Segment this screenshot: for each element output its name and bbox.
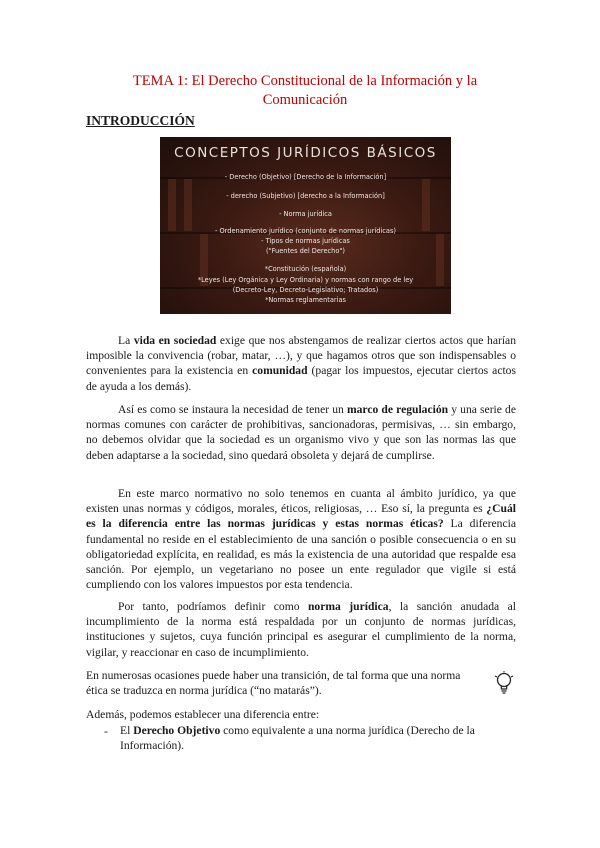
- paragraph-1: [86, 333, 516, 394]
- banner-line: *Leyes (Ley Orgánica y Ley Ordinaria) y normas con rango de ley: [197, 276, 414, 284]
- concepts-banner-image: [160, 137, 451, 314]
- bold-text: vida en sociedad: [133, 334, 217, 347]
- text: exige que nos abstengamos de realizar ciertos actos que harían imposible la convivencia (robar, matar, …), y que hagamos otros que son indispensables o convenientes para la existencia en: [86, 334, 516, 378]
- text: Así es como se instaura la necesidad de tener un: [118, 403, 347, 416]
- banner-line: - Ordenamiento jurídico (conjunto de normas jurídicas): [215, 227, 396, 235]
- banner-title: CONCEPTOS JURÍDICOS BÁSICOS: [174, 145, 437, 161]
- banner-line: - Norma jurídica: [279, 210, 332, 218]
- banner-line: *Constitución (española): [264, 265, 347, 273]
- banner-line: (Decreto-Ley, Decreto-Legislativo; Tratados): [232, 286, 379, 294]
- paragraph-3: [86, 486, 516, 592]
- paragraph-5: En numerosas ocasiones puede haber una transición, de tal forma que una norma ética se traduzca en norma jurídica (“no matarás”).: [86, 669, 461, 698]
- bullet-dash: -: [104, 725, 108, 738]
- banner-line: *Normas reglamentarias: [265, 296, 346, 304]
- bold-text: comunidad: [252, 364, 308, 378]
- text: La: [118, 334, 134, 347]
- banner-line: - Tipos de normas jurídicas: [261, 237, 350, 245]
- bold-text: ¿Cuál es la diferencia entre las normas jurídicas y estas normas éticas?: [86, 502, 516, 531]
- paragraph-2: [86, 402, 516, 463]
- paragraph-4: [86, 599, 516, 660]
- banner-line: - Derecho (Objetivo) [Derecho de la Información]: [224, 173, 387, 181]
- bold-text: norma jurídica: [307, 600, 389, 613]
- banner-line: ("Fuentes del Derecho"): [266, 247, 345, 255]
- document-title: TEMA 1: El Derecho Constitucional de la Información y la Comunicación: [132, 73, 478, 108]
- bold-text: Derecho Objetivo: [133, 724, 221, 737]
- bullet-item: [120, 723, 516, 753]
- paragraph-6: Además, podemos establecer una diferencia entre:: [86, 708, 320, 721]
- text: En este marco normativo no solo tenemos en cuanta al ámbito jurídico, ya que existen unas normas y códigos, morales, éticos, religiosas, … Eso sí, la pregunta es: [86, 487, 516, 516]
- text: (pagar los impuestos, ejecutar ciertos actos de ayuda a los demás).: [86, 364, 516, 393]
- text: Por tanto, podríamos definir como: [118, 600, 308, 613]
- section-heading: INTRODUCCIÓN: [86, 113, 195, 128]
- bold-text: marco de regulación: [346, 403, 449, 416]
- text: y una serie de normas comunes con carácter de prohibitivas, sancionadoras, permisivas, … sin embargo, no debemos olvidar que la sociedad es un organismo vivo y que son las normas las que deben adaptarse a la sociedad, sino quedará obsoleta y dejará de cumplirse.: [86, 403, 516, 462]
- text: , la sanción anudada al incumplimiento de la norma está respaldada por un conjunto de normas jurídicas, instituciones y sujetos, cuya función principal es asegurar el cumplimiento de la norma, vigilar, y reaccionar en caso de incumplimiento.: [86, 600, 516, 659]
- banner-line: - derecho (Subjetivo) [derecho a la Información]: [226, 192, 385, 200]
- text: como equivalente a una norma jurídica (Derecho de la Información).: [120, 724, 475, 753]
- text: El: [120, 724, 134, 737]
- lightbulb-icon: [494, 671, 514, 697]
- text: La diferencia fundamental no reside en el establecimiento de una sanción o posible consecuencia o en su obligatoriedad explícita, en realidad, es más la existencia de una autoridad que respalde esa sanción. Por ejemplo, un vegetariano no posee un ente regulador que vigile si está cumpliendo con los valores impuestos por esta tendencia.: [86, 517, 516, 592]
